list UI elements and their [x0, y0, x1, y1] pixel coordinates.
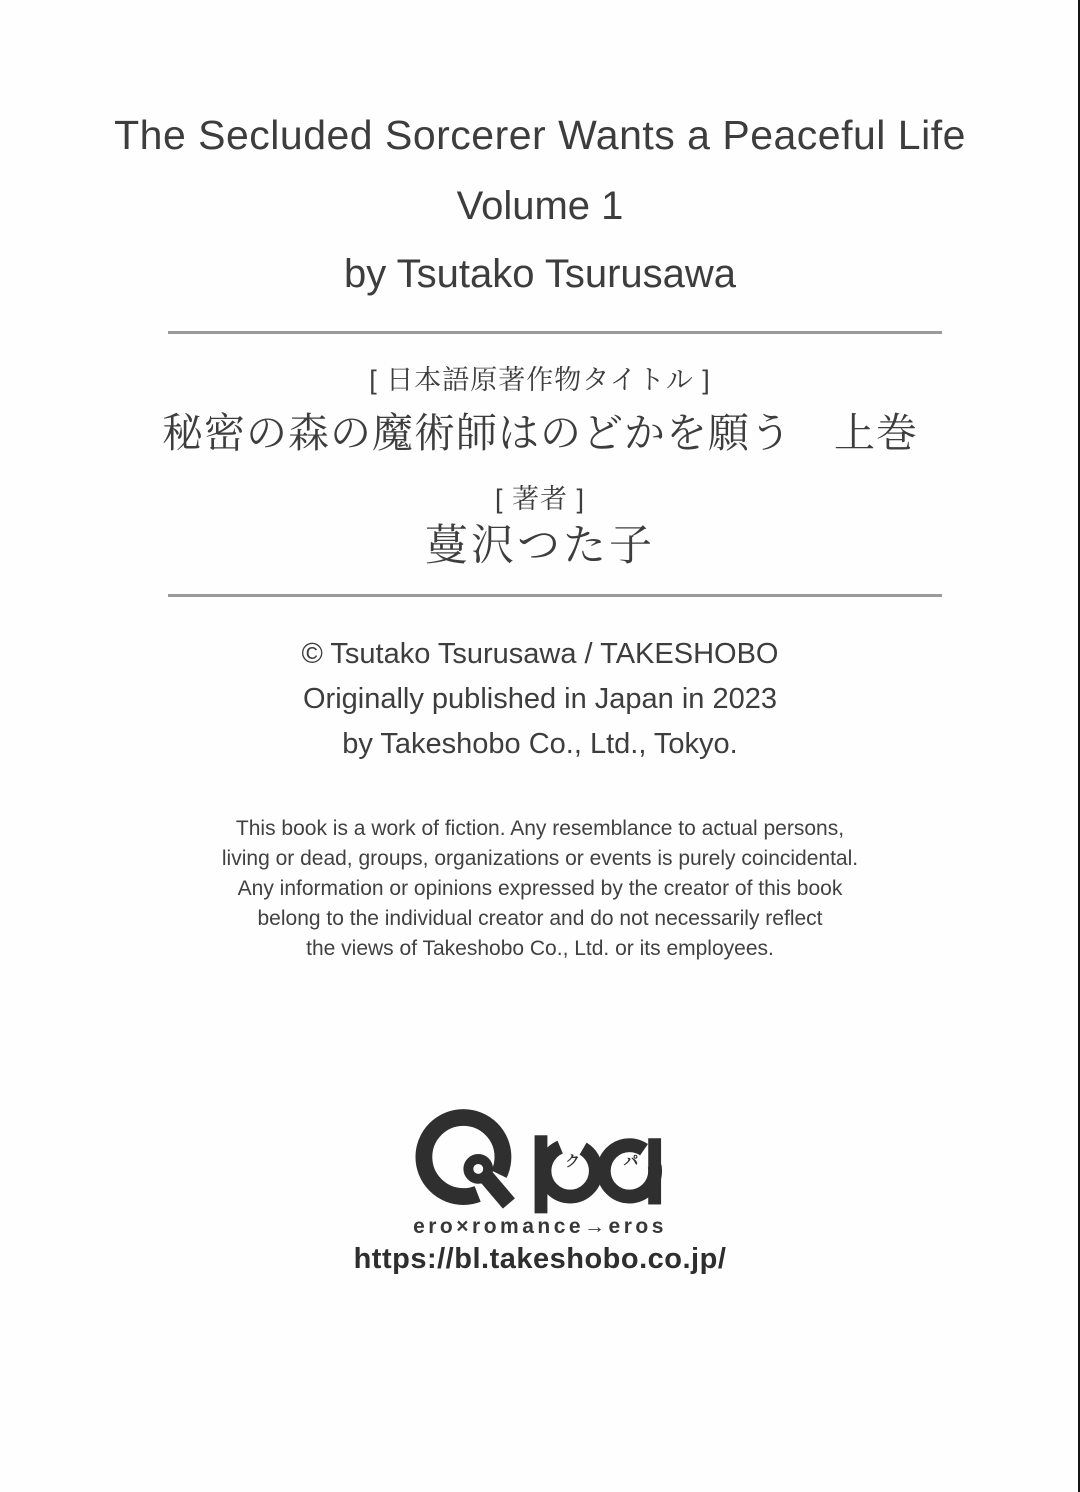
- original-author-label: [ 著者 ]: [494, 484, 585, 514]
- book-author-english: by Tsutako Tsurusawa: [343, 252, 737, 296]
- logo-furigana-ku: ク: [564, 1152, 580, 1170]
- copyright-block: [0, 632, 1080, 767]
- disclaimer-block: [0, 814, 1080, 964]
- disclaimer-line: belong to the individual creator and do not necessarily reflect: [257, 907, 823, 930]
- original-title-japanese: 秘密の森の魔術師はのどかを願う 上巻: [162, 410, 918, 456]
- copyright-line: Originally published in Japan in 2023: [303, 683, 777, 715]
- book-title-english: The Secluded Sorcerer Wants a Peaceful Life: [114, 112, 966, 158]
- disclaimer-line: living or dead, groups, organizations or events is purely coincidental.: [221, 847, 859, 870]
- disclaimer-line: the views of Takeshobo Co., Ltd. or its employees.: [306, 937, 774, 960]
- original-title-label: [ 日本語原著作物タイトル ]: [369, 365, 711, 395]
- book-volume: Volume 1: [456, 184, 624, 228]
- disclaimer-line: Any information or opinions expressed by the creator of this book: [237, 877, 843, 900]
- divider-top: [168, 331, 942, 334]
- original-author-japanese: 蔓沢つた子: [425, 522, 655, 570]
- copyright-line: © Tsutako Tsurusawa / TAKESHOBO: [301, 638, 779, 670]
- disclaimer-line: This book is a work of fiction. Any resemblance to actual persons,: [235, 817, 845, 840]
- logo-furigana-pa: パ: [623, 1152, 638, 1170]
- publisher-tagline: ero×romance→eros: [413, 1215, 667, 1238]
- qpa-logo-icon: [414, 1104, 667, 1214]
- divider-bottom: [168, 594, 942, 597]
- copyright-line: by Takeshobo Co., Ltd., Tokyo.: [342, 728, 738, 760]
- publisher-url: https://bl.takeshobo.co.jp/: [353, 1243, 727, 1275]
- publisher-logo: [0, 1104, 1080, 1219]
